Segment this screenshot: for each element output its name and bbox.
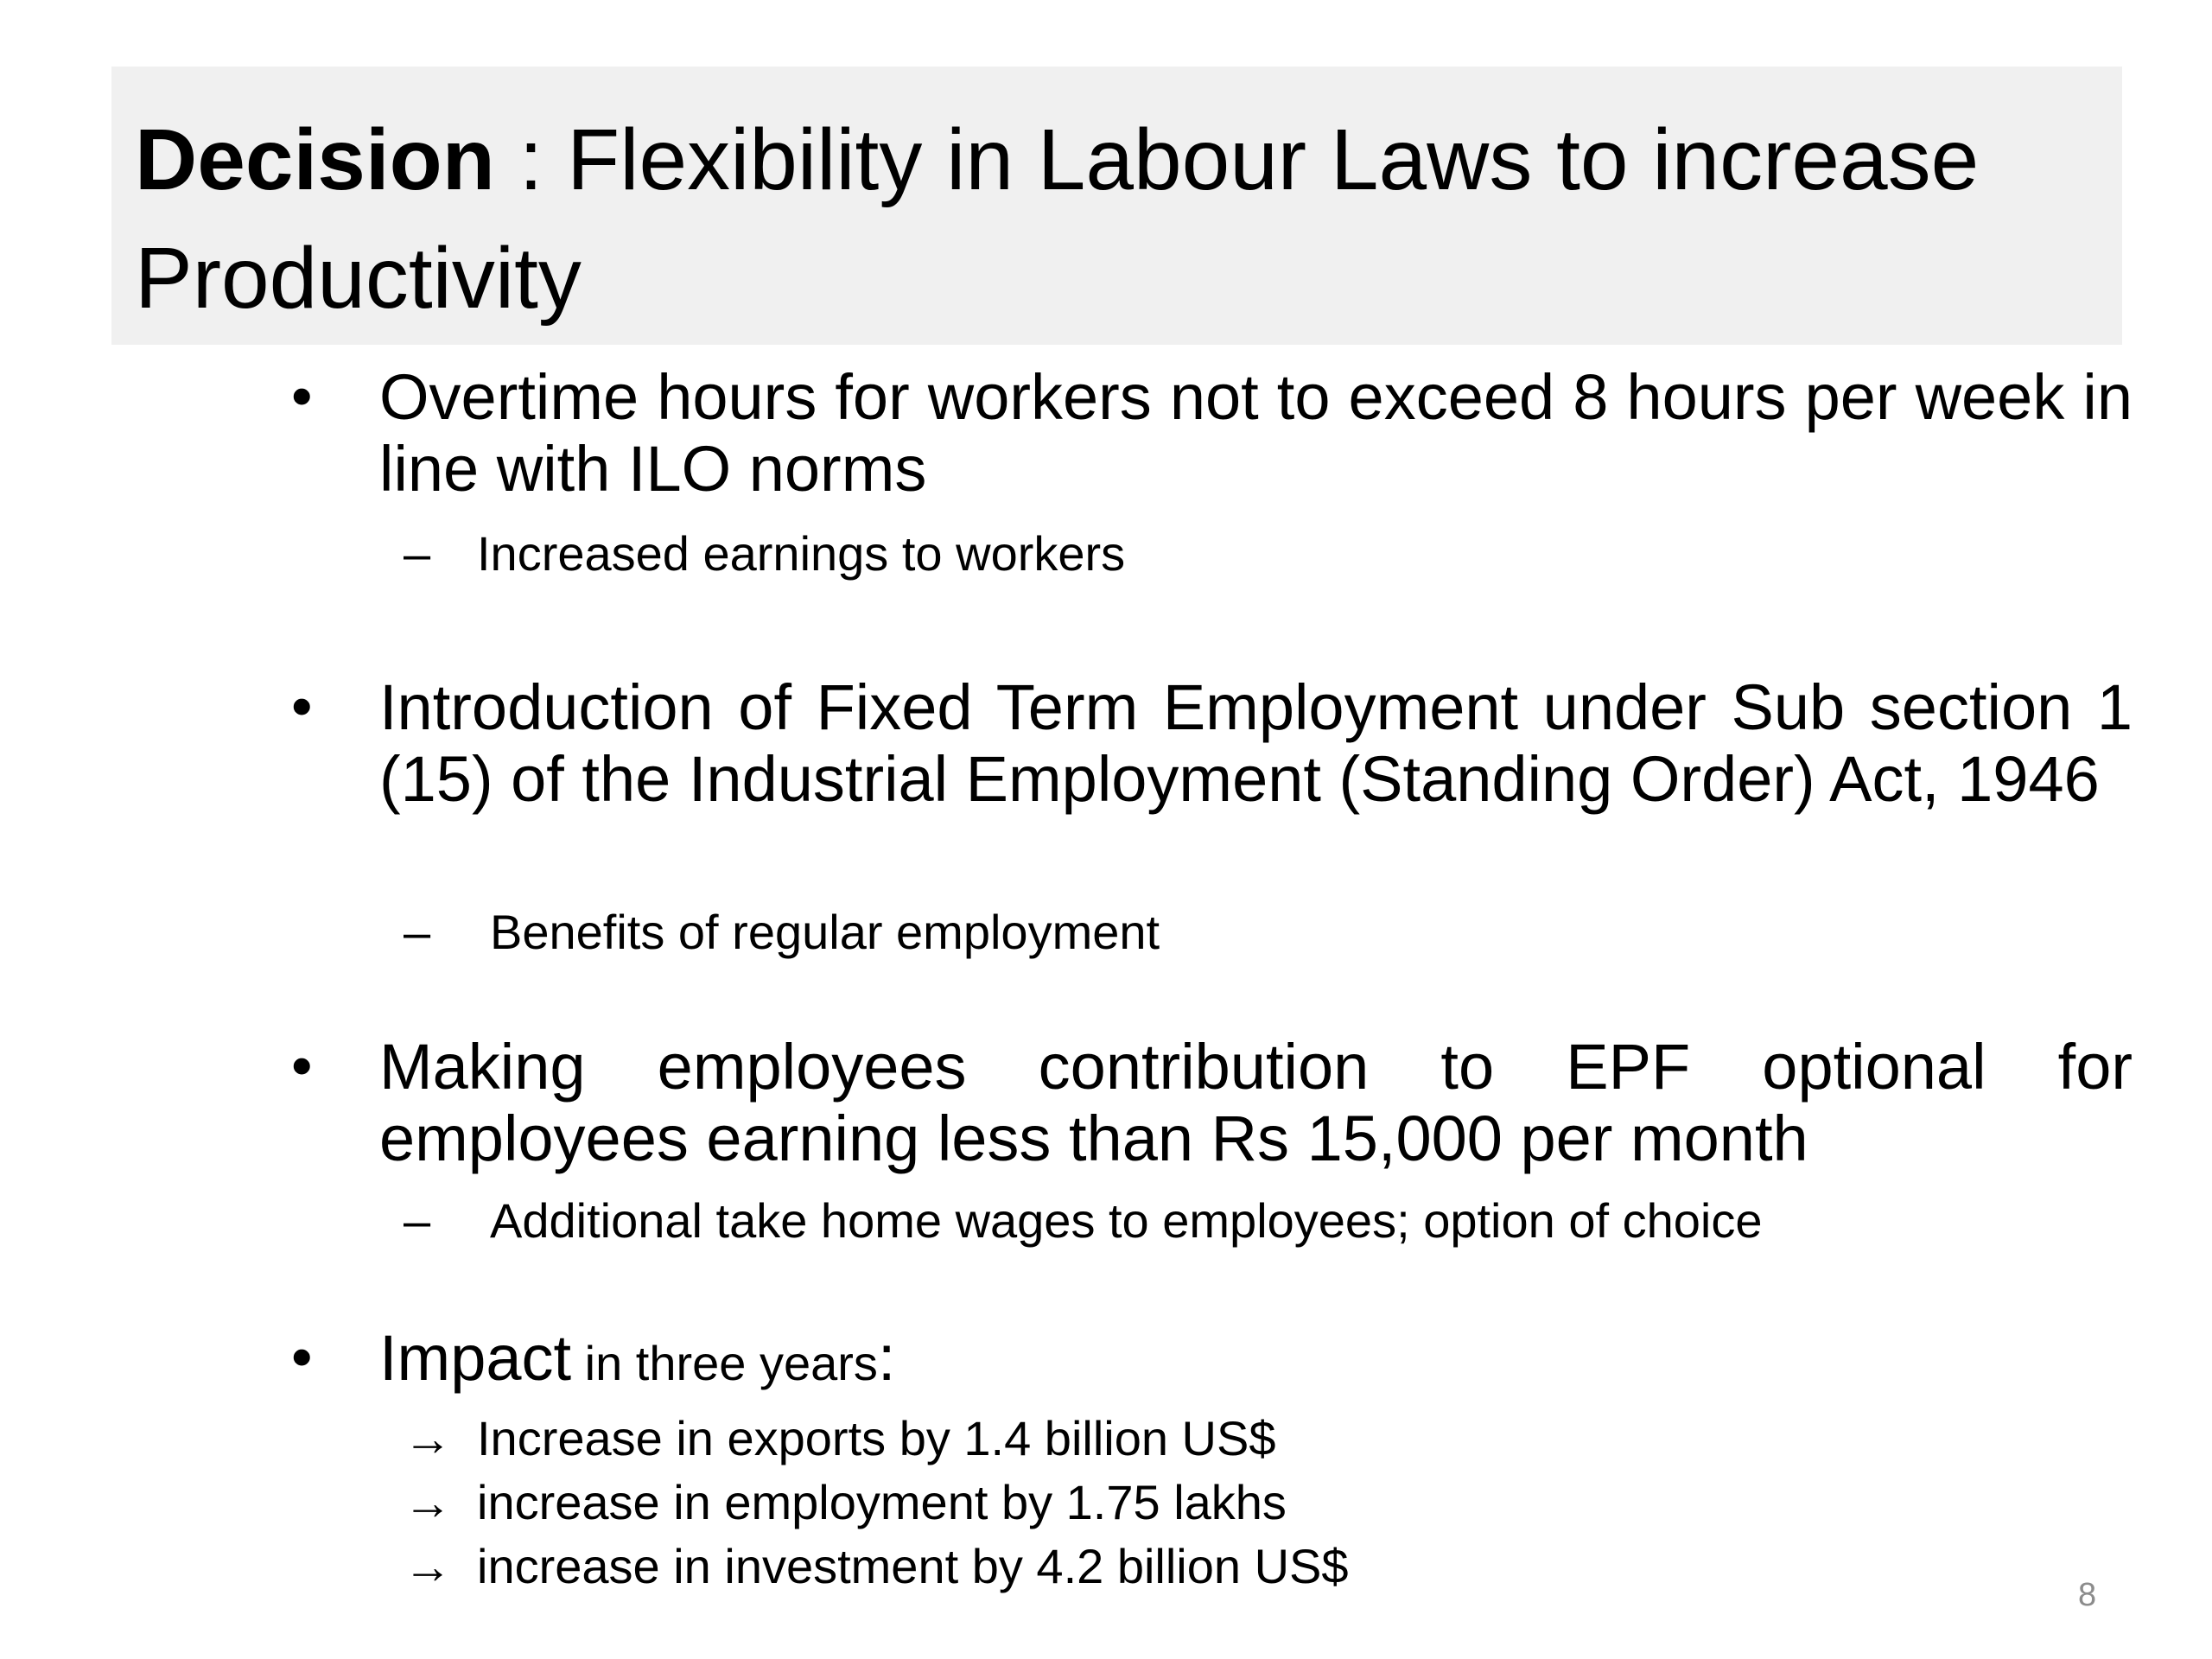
slide-title [135,101,2122,338]
impact-item-text: increase in investment by 4.2 billion US$ [477,1539,1349,1593]
sub-bullet-text: Additional take home wages to employees; option of choice [490,1193,1763,1248]
slide-title-box [111,67,2122,345]
bullet-icon: • [291,1323,313,1390]
bullet-icon: • [291,362,313,429]
sub-bullet-text: Increased earnings to workers [477,526,1126,581]
dash-icon: – [404,905,431,959]
arrow-right-icon: → [404,1539,452,1593]
dash-icon: – [404,526,431,581]
bullet-text: Making employees contribution to EPF optional for employees earning less than Rs 15,000 per month [379,1031,2133,1174]
title-keyword: Decision [135,111,495,208]
impact-label: Impact [379,1322,572,1394]
arrow-right-icon: → [404,1475,452,1529]
impact-item-text: increase in employment by 1.75 lakhs [477,1475,1287,1529]
page-number: 8 [2078,1577,2097,1613]
title-rest: : Flexibility in Labour Laws to increase Productivity [135,111,1980,327]
arrow-right-icon: → [404,1411,452,1465]
bullet-icon: • [291,1032,313,1099]
bullet-text: Overtime hours for workers not to exceed 8 hours per week in line with ILO norms [379,361,2133,505]
impact-heading [379,1322,2133,1399]
bullet-icon: • [291,672,313,740]
dash-icon: – [404,1193,431,1248]
bullet-text: Introduction of Fixed Term Employment under Sub section 1 (15) of the Industrial Employment (Standing Order) Act, 1946 [379,671,2133,815]
impact-suffix: in three years [571,1336,878,1390]
sub-bullet-text: Benefits of regular employment [490,905,1160,959]
impact-item-text: Increase in exports by 1.4 billion US$ [477,1411,1276,1465]
impact-colon: : [877,1322,896,1394]
